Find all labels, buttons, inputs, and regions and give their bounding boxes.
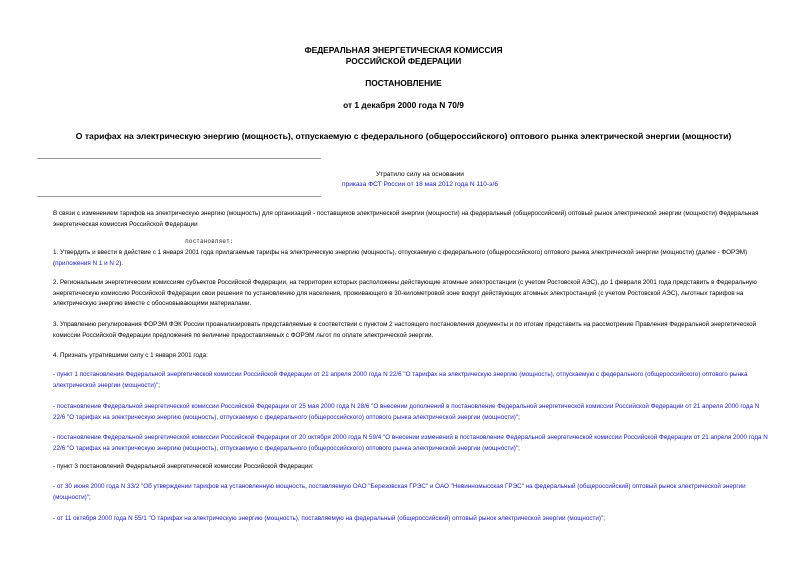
- divider-bottom: [37, 196, 321, 197]
- item-text: - пункт 3 постановлений Федеральной энергетической комиссии Российской Федерации:: [53, 463, 314, 470]
- repealed-link-6[interactable]: от 11 октября 2000 года N 55/1 "О тарифах на электрическую энергию (мощность), поставляемую на федеральный (общероссийский) оптовый рынок электрической энергии (мощности)": [56, 515, 604, 522]
- paragraph-4: [37, 351, 770, 362]
- divider-top: [37, 158, 321, 159]
- p1-tail: ).: [119, 259, 124, 267]
- item-prefix: -: [53, 434, 57, 441]
- repealed-item-2: [37, 402, 770, 423]
- lost-force-text: Утратило силу на основании: [376, 171, 464, 178]
- item-prefix: -: [53, 403, 57, 410]
- paragraph-3: [37, 320, 770, 341]
- item-suffix: ;: [88, 493, 91, 501]
- item-suffix: ;: [158, 381, 161, 389]
- header-line1: ФЕДЕРАЛЬНАЯ ЭНЕРГЕТИЧЕСКАЯ КОМИССИЯ: [304, 45, 503, 55]
- doc-date-number: от 1 декабря 2000 года N 70/9: [343, 100, 464, 110]
- paragraph-2: [37, 278, 770, 310]
- repealed-item-4: [37, 462, 770, 473]
- preamble-paragraph: [37, 209, 770, 230]
- document-header: [0, 45, 807, 111]
- document-title: О тарифах на электрическую энергию (мощность), отпускаемую с федерального (общероссийского) оптового рынка электрической энергии (мощности): [75, 131, 732, 141]
- item-suffix: ;: [518, 413, 520, 421]
- repealed-item-5: [37, 482, 770, 503]
- p1-text: 1. Утвердить и ввести в действие с 1 января 2001 года прилагаемые тарифы на электрическую энергию (мощность), отпускаемую с федерального (общероссийского) оптового рынка электрической энергии (мощности) (далее - ФОРЭМ) (: [53, 249, 748, 267]
- p4-text: 4. Признать утратившими силу с 1 января 2001 года:: [53, 352, 208, 359]
- item-prefix: -: [53, 515, 57, 522]
- repealed-item-3: [37, 433, 770, 454]
- lost-force-link[interactable]: приказа ФСТ России от 18 мая 2012 года N 110-э/6: [342, 181, 498, 188]
- header-line2: РОССИЙСКОЙ ФЕДЕРАЦИИ: [345, 56, 462, 66]
- preamble-text: В связи с изменением тарифов на электрическую энергию (мощность) для организаций - поставщиков электрической энергии (мощности) на федеральный (общероссийский) оптовый рынок электрической энергии (мощности) Федеральная энергетическая комиссия Российской Федерации: [53, 210, 759, 228]
- repealed-link-2[interactable]: постановление Федеральной энергетической комиссии Российской Федерации от 25 мая 2000 года N 28/6 "О внесении дополнений в постановление Федеральной энергетической комиссии Российской Федерации от 21 апреля 2000 года N 22/6 "О тарифах на электрическую энергию (мощность), отпускаемую с федерального (общероссийского) оптового рынка электрической энергии (мощности)": [53, 403, 760, 421]
- p3-text: 3. Управлению регулирования ФОРЭМ ФЭК России проанализировать представляемые в соответствии с пунктом 2 настоящего постановления документы и по итогам представить на рассмотрение Правления Федеральной энергетической комиссии Российской Федерации предложения по величине предоставляемых с ФОРЭМ льгот по оплате электрической энергии.: [53, 321, 757, 339]
- item-prefix: -: [53, 371, 57, 378]
- item-prefix: -: [53, 483, 57, 490]
- repealed-link-1[interactable]: пункт 1 постановления Федеральной энергетической комиссии Российской Федерации от 21 апреля 2000 года N 22/6 "О тарифах на электрическую энергию (мощность), отпускаемую с федерального (общероссийского) оптового рынка электрической энергии (мощности)": [53, 371, 748, 389]
- repealed-item-6: [37, 514, 770, 525]
- decree-word: постановляет:: [185, 238, 234, 245]
- paragraph-1: [37, 248, 770, 269]
- item-suffix: ;: [518, 444, 520, 452]
- repealed-link-5[interactable]: от 30 июня 2000 года N 33/2 "Об утверждении тарифов на установленную мощность, поставляемую ОАО "Березовская ГРЭС" и ОАО "Невинномысская ГРЭС" на федеральный (общероссийский) оптовый рынок электрической энергии (мощности)": [53, 483, 746, 501]
- p2-text: 2. Региональным энергетическим комиссиям субъектов Российской Федерации, на территории которых расположены действующие атомные электростанции (с учетом Ростовской АЭС), до 1 февраля 2001 года представить в Федеральную энергетическую комиссию Российской Федерации свои решения по установлению для населения, проживающего в 30-километровой зоне вокруг действующих атомных электростанций (с учетом Ростовской АЭС), льготных тарифов на электрическую энергию вместе с обосновывающими материалами.: [53, 279, 757, 308]
- item-suffix: ;: [603, 515, 606, 522]
- repealed-item-1: [37, 370, 770, 391]
- appendix-link[interactable]: приложения N 1 и N 2: [55, 259, 120, 267]
- repealed-link-3[interactable]: постановление Федеральной энергетической комиссии Российской Федерации от 20 октября 2000 года N 59/4 "О внесении изменений в постановление Федеральной энергетической комиссии Российской Федерации от 21 апреля 2000 года N 22/6 "О тарифах на электрическую энергию (мощность), отпускаемую с федерального (общероссийского) оптового рынка электрической энергии (мощности)": [53, 434, 768, 452]
- doc-type: ПОСТАНОВЛЕНИЕ: [365, 78, 442, 88]
